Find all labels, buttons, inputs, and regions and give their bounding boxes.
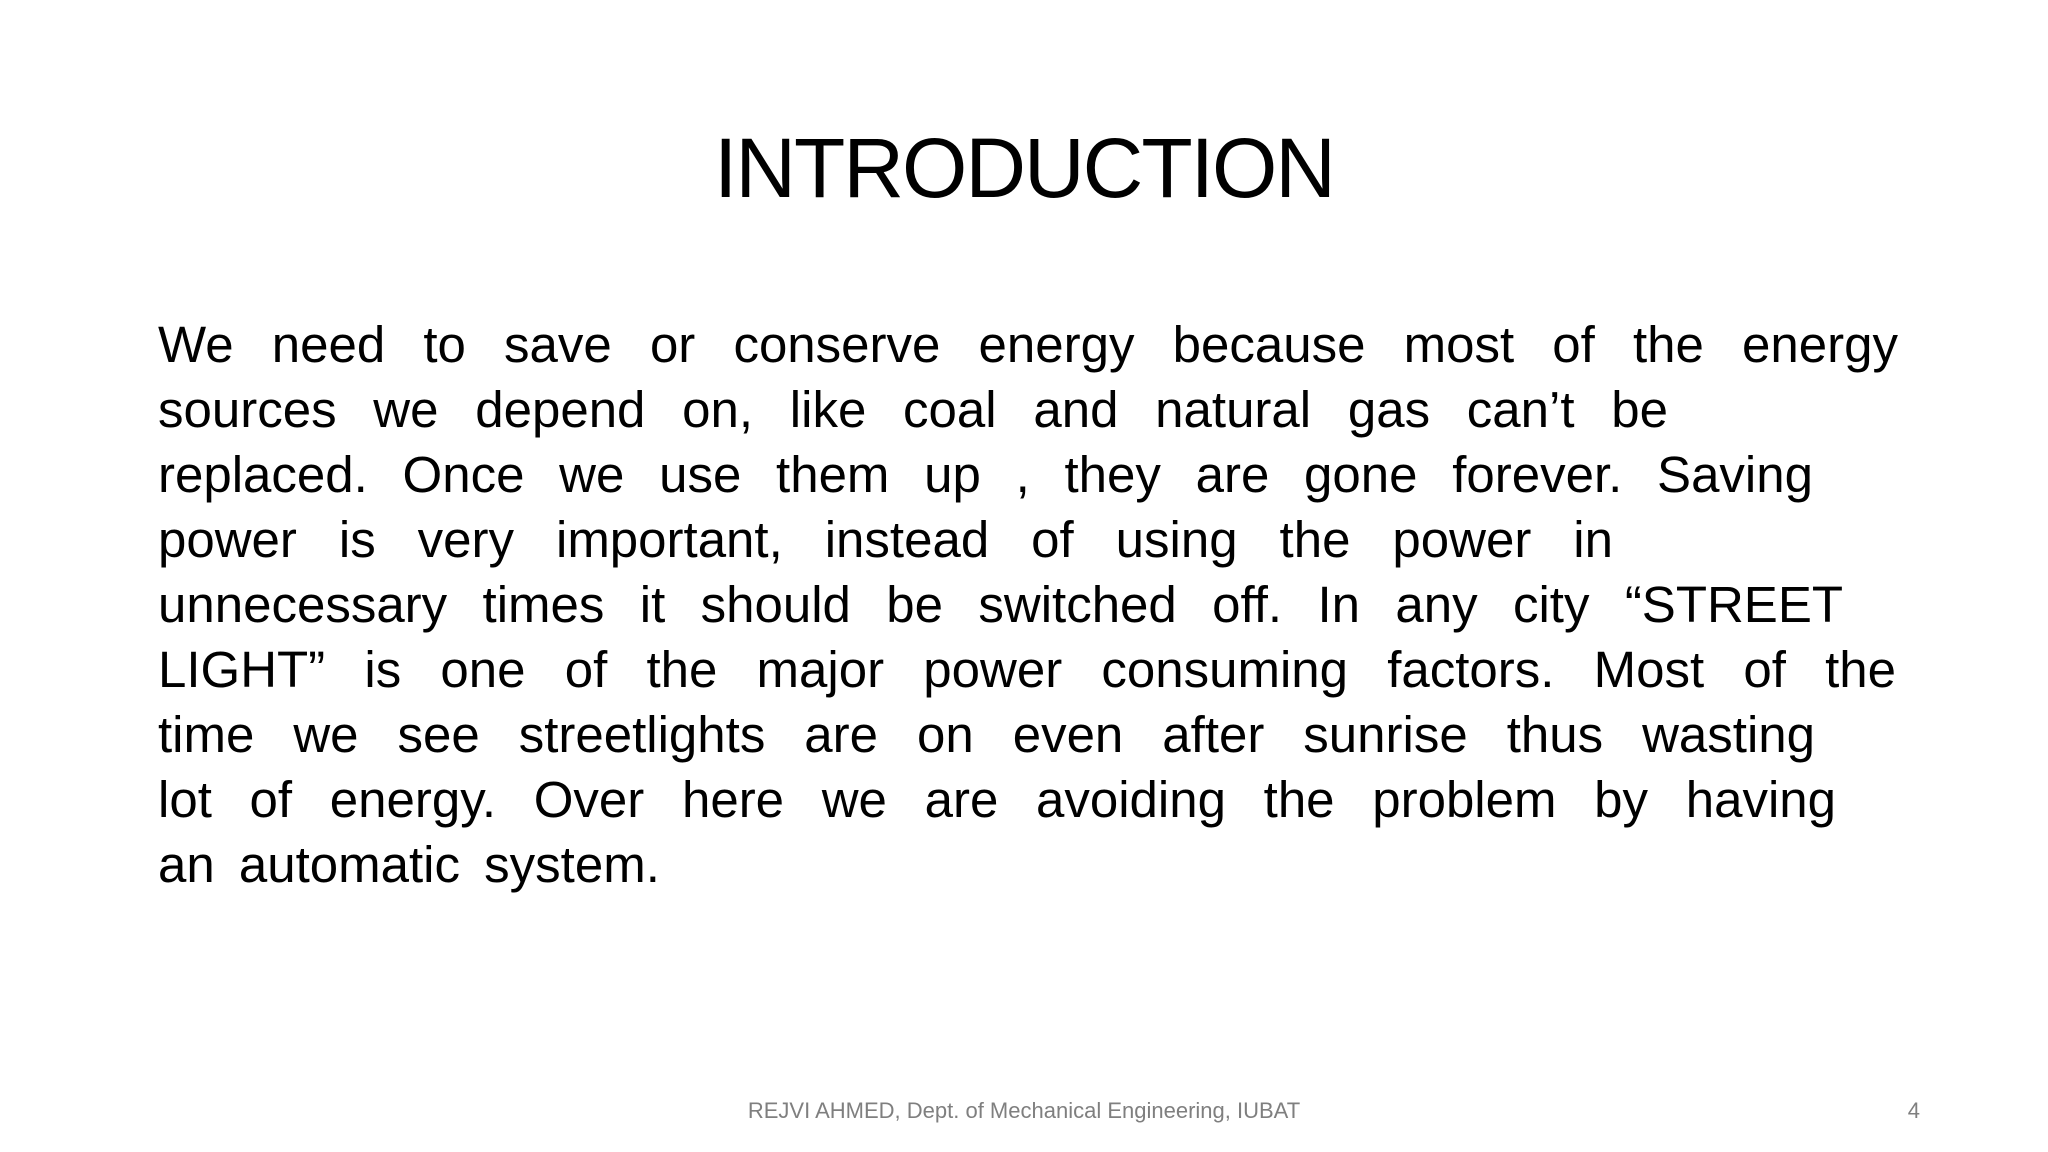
slide-body: [158, 312, 1908, 897]
body-line: lot of energy. Over here we are avoiding the problem by having: [158, 771, 1836, 828]
slide-title: INTRODUCTION: [714, 121, 1334, 215]
body-line: unnecessary times it should be switched off. In any city “STREET: [158, 576, 1843, 633]
body-line: We need to save or conserve energy because most of the energy: [158, 316, 1898, 373]
body-line: an automatic system.: [158, 836, 660, 893]
body-line: sources we depend on, like coal and natural gas can’t be: [158, 381, 1668, 438]
footer-text: REJVI AHMED, Dept. of Mechanical Engineering, IUBAT: [747, 1098, 1301, 1123]
body-line: time we see streetlights are on even after sunrise thus wasting: [158, 706, 1815, 763]
body-line: power is very important, instead of using the power in: [158, 511, 1613, 568]
slide-number: 4: [1907, 1098, 1920, 1123]
body-line: LIGHT” is one of the major power consuming factors. Most of the: [158, 641, 1896, 698]
body-line: replaced. Once we use them up , they are gone forever. Saving: [158, 446, 1813, 503]
